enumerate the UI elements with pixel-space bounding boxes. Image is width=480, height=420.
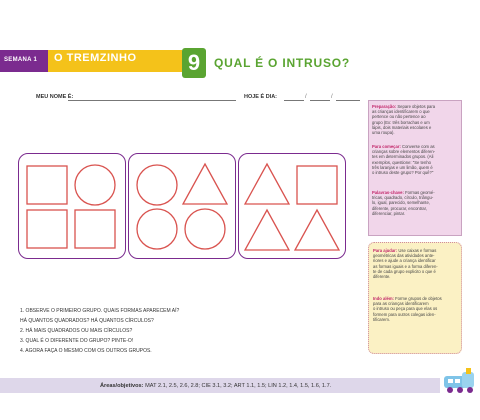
section-title: O TREMZINHO (54, 52, 137, 64)
note-line: grupo (Ex: três borrachas e um (372, 119, 430, 125)
shape-group-2[interactable] (128, 153, 236, 259)
name-field[interactable] (68, 100, 236, 101)
note-line: uma roupa). (372, 130, 395, 136)
date-year-field[interactable] (336, 100, 360, 101)
note-line: Formas geomé- (405, 190, 435, 195)
note-line: riores e ajude a criança identificar (373, 258, 436, 264)
triangle-shape[interactable] (295, 210, 339, 250)
train-illustration-icon (442, 368, 478, 398)
indo-alem-note (373, 296, 457, 322)
name-label: MEU NOME É: (36, 94, 74, 100)
circle-shape[interactable] (137, 165, 177, 205)
note-line: três laranjas e um limão, quem é (372, 164, 433, 170)
triangle-shape[interactable] (183, 164, 227, 204)
comecar-note (372, 144, 456, 175)
note-line: Use caixas e formas (398, 248, 437, 253)
palavras-note (372, 190, 456, 216)
shape-group-2-drawing (129, 154, 235, 258)
note-line: o intruso deste grupo? Por quê?" (372, 170, 434, 176)
ajudar-note (373, 248, 457, 279)
shape-group-3[interactable] (238, 153, 346, 259)
note-line: formem para outros colegas iden- (373, 311, 436, 317)
objectives-value: MAT 2.1, 2.5, 2.6, 2.8; CIE 3.1, 3.2; ART 1.1, 1.5; LIN 1.2, 1.4, 1.5, 1.6, 1.7. (145, 383, 332, 389)
shape-group-1[interactable] (18, 153, 126, 259)
square-shape[interactable] (27, 210, 67, 248)
note-line: tificarem. (373, 316, 390, 322)
circle-shape[interactable] (185, 209, 225, 249)
note-line: pertence ou não pertence ao (372, 114, 426, 120)
note-line: o intruso ou peça para que elas os (373, 306, 438, 312)
question-1: 1. OBSERVE O PRIMEIRO GRUPO. QUAIS FORMAS APARECEM AÍ? (20, 308, 180, 314)
note-line: te de cada grupo explicito o que é (373, 268, 436, 274)
note-line: diferente. (373, 274, 391, 280)
question-3: 3. QUAL É O DIFERENTE DO GRUPO? PINTE-O! (20, 338, 134, 344)
note-line: lo, igual, parecido, semelhante, (372, 200, 430, 206)
objectives-label: Áreas/objetivos: (100, 383, 144, 389)
indo-alem-heading: Indo além: (373, 296, 394, 301)
note-line: diferente, procurar, encontrar, (372, 205, 427, 211)
question-1-cont: HÁ QUANTOS QUADRADOS? HÁ QUANTOS CÍRCULOS? (20, 318, 154, 324)
palavras-heading: Palavras-chave: (372, 190, 404, 195)
note-line: geométricas das atividades ante- (373, 253, 435, 259)
date-separator: / (305, 94, 307, 100)
note-line: as crianças identificarem o que (372, 109, 430, 115)
note-line: Forme grupos de objetos (395, 296, 442, 301)
note-line: para as crianças identificarem (373, 301, 429, 307)
activity-number: 9 (182, 48, 206, 78)
ajudar-heading: Para ajudar: (373, 248, 398, 253)
triangle-shape[interactable] (245, 164, 289, 204)
note-line: as formas iguais e a forma diferen- (373, 263, 438, 269)
preparacao-heading: Preparação: (372, 104, 397, 109)
preparacao-note (372, 104, 456, 135)
square-shape[interactable] (27, 166, 67, 204)
square-shape[interactable] (75, 210, 115, 248)
note-line: crianças sobre elementos diferen- (372, 149, 436, 155)
question-4: 4. AGORA FAÇA O MESMO COM OS OUTROS GRUPOS. (20, 348, 152, 354)
objectives-line (100, 383, 331, 389)
note-line: diferenciar, pintar. (372, 210, 406, 216)
week-label: SEMANA 1 (4, 57, 38, 63)
date-month-field[interactable] (310, 100, 330, 101)
activity-title: QUAL É O INTRUSO? (214, 56, 351, 70)
note-line: exemplos, questione: "Se tenho (372, 159, 431, 165)
circle-shape[interactable] (137, 209, 177, 249)
circle-shape[interactable] (75, 165, 115, 205)
square-shape[interactable] (297, 166, 337, 204)
note-line: tricas, quadrado, círculo, triângu- (372, 195, 434, 201)
triangle-shape[interactable] (245, 210, 289, 250)
comecar-heading: Para começar: (372, 144, 401, 149)
shape-group-3-drawing (239, 154, 345, 258)
note-line: tes em determinados grupos. (Ali (372, 154, 434, 160)
date-label: HOJE É DIA: (244, 94, 278, 100)
date-day-field[interactable] (284, 100, 304, 101)
date-separator: / (331, 94, 333, 100)
note-line: Separe objetos para (397, 104, 436, 109)
question-2: 2. HÁ MAIS QUADRADOS OU MAIS CÍRCULOS? (20, 328, 133, 334)
note-line: lápis, dois materiais escolares e (372, 124, 432, 130)
note-line: Converse com as (402, 144, 435, 149)
shape-group-1-drawing (19, 154, 125, 258)
